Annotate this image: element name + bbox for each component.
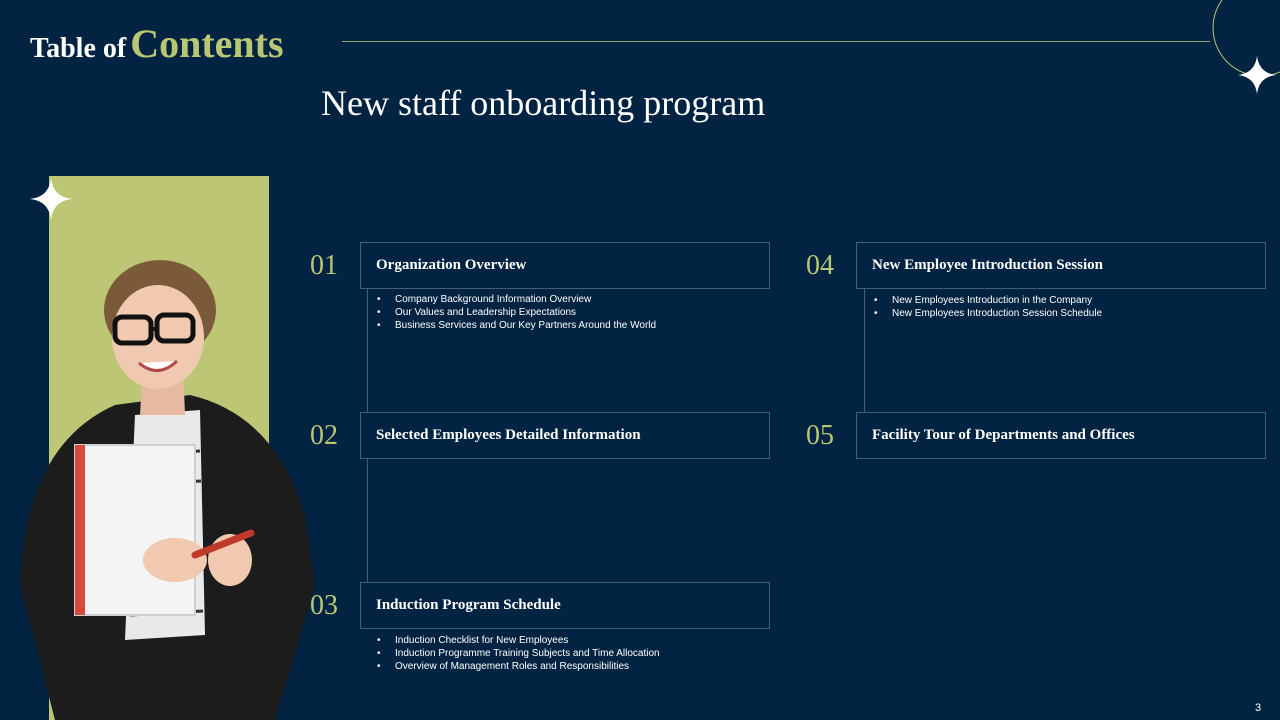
section-title-05: Facility Tour of Departments and Offices [872,427,1135,443]
section-title-01: Organization Overview [376,257,527,273]
section-number-03: 03 [310,590,338,621]
page-title [30,20,284,67]
sparkle-icon [1238,56,1276,94]
page-subtitle: New staff onboarding program [321,83,766,123]
section-title-02: Selected Employees Detailed Information [376,427,641,443]
page-number: 3 [1255,702,1262,714]
sparkle-icon [30,178,72,220]
section-title-box-05[interactable] [856,412,1266,459]
list-item: • Induction Programme Training Subjects and Time Allocation [375,647,660,660]
section-bullets-03 [375,634,660,673]
list-item: • Induction Checklist for New Employees [375,634,660,647]
section-title-box-03[interactable] [360,582,770,629]
section-title-box-02[interactable] [360,412,770,459]
title-prefix: Table of [30,33,127,64]
section-number-05: 05 [806,420,834,451]
section-title-03: Induction Program Schedule [376,597,561,613]
list-item: • Overview of Management Roles and Responsibilities [375,660,660,673]
section-number-04: 04 [806,250,834,281]
connector-line [367,459,368,582]
staff-photo [15,255,315,720]
title-main: Contents [130,21,284,66]
section-bullets-01 [375,293,656,332]
connector-line [864,289,865,412]
section-title-box-01[interactable] [360,242,770,289]
section-title-04: New Employee Introduction Session [872,257,1103,273]
section-number-02: 02 [310,420,338,451]
header-divider [342,41,1210,42]
list-item: • New Employees Introduction Session Schedule [872,307,1102,320]
connector-line [367,289,368,412]
list-item: • New Employees Introduction in the Company [872,294,1102,307]
section-number-01: 01 [310,250,338,281]
section-bullets-04 [872,294,1102,320]
list-item: • Our Values and Leadership Expectations [375,306,656,319]
list-item: • Company Background Information Overview [375,293,656,306]
section-title-box-04[interactable] [856,242,1266,289]
list-item: • Business Services and Our Key Partners Around the World [375,319,656,332]
